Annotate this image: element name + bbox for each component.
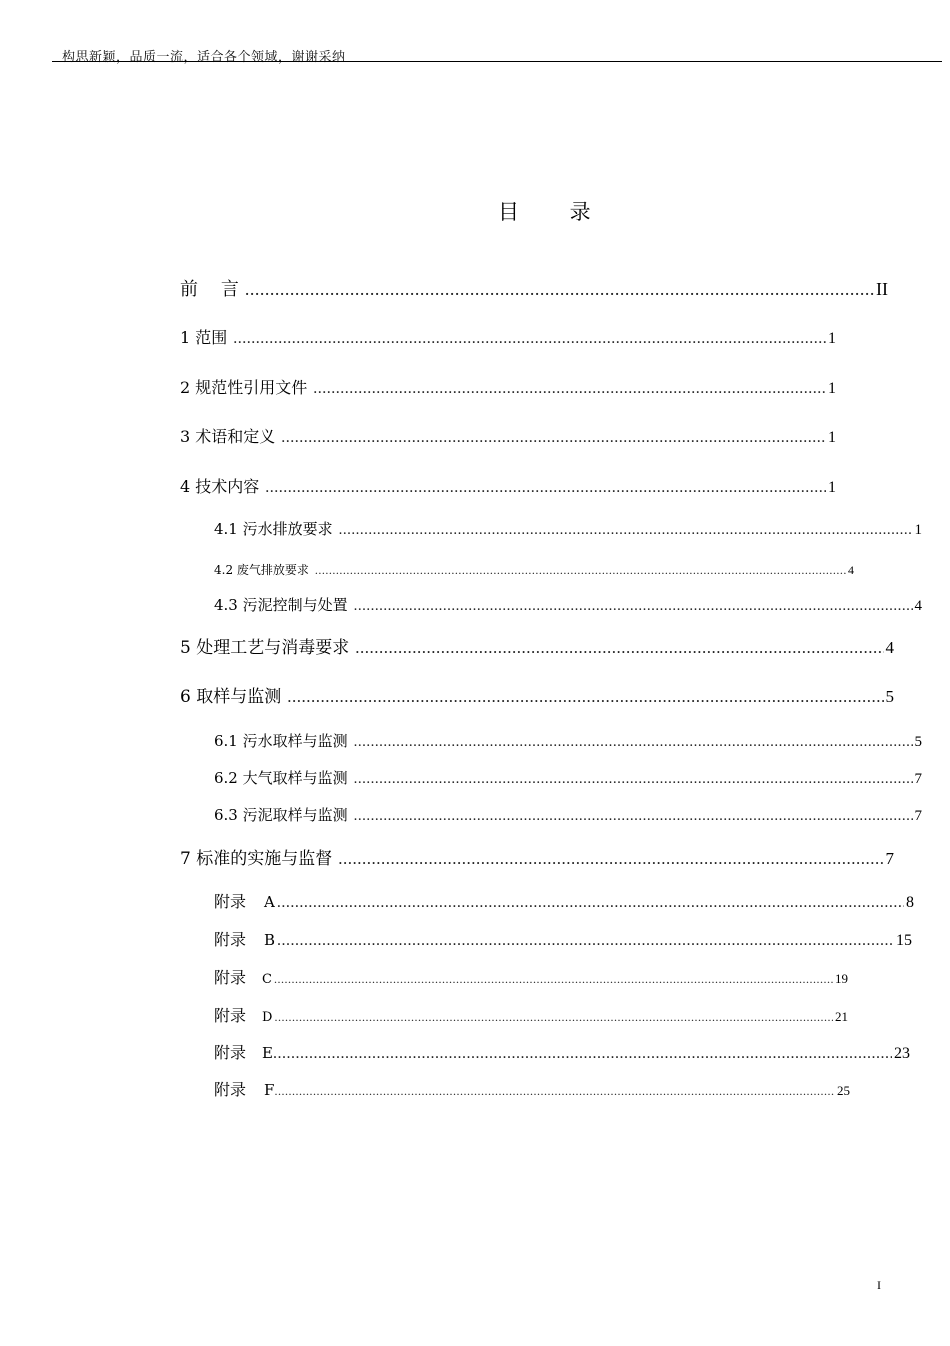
toc-entry-appendix-b[interactable]	[214, 932, 912, 949]
toc-entry-page: 4	[848, 563, 854, 577]
toc-leader-dots	[274, 1011, 833, 1023]
toc-leader-dots	[339, 523, 913, 538]
toc-entry-page: 19	[835, 971, 848, 986]
toc-entry-page: 7	[914, 808, 922, 824]
toc-entry-page: 1	[914, 522, 922, 538]
toc-leader-dots	[233, 331, 826, 347]
toc-entry-label: 4.3 污泥控制与处置	[214, 596, 348, 614]
toc-entry-letter: F	[264, 1081, 275, 1099]
toc-entry-page: 5	[885, 687, 894, 706]
toc-entry-label: 1 范围	[180, 328, 228, 347]
toc-title: 目 录	[498, 200, 613, 224]
toc-entry-page: 7	[885, 849, 894, 868]
toc-leader-dots	[265, 480, 826, 496]
toc-leader-dots	[354, 772, 913, 787]
toc-entry-page: 4	[885, 638, 894, 657]
toc-entry-6-2[interactable]	[214, 771, 922, 787]
toc-leader-dots	[281, 430, 826, 446]
toc-entry-appendix-f[interactable]	[214, 1082, 850, 1098]
toc-entry-label: 4 技术内容	[180, 477, 260, 496]
toc-entry-label: 3 术语和定义	[180, 427, 276, 446]
toc-leader-dots	[354, 809, 913, 824]
toc-entry-1[interactable]	[180, 330, 836, 347]
toc-entry-page: 25	[837, 1083, 850, 1098]
toc-entry-page: 15	[896, 932, 912, 949]
toc-entry-foreword[interactable]	[180, 280, 888, 299]
toc-entry-appendix-e[interactable]	[214, 1045, 910, 1062]
toc-entry-page: 8	[906, 894, 914, 911]
toc-entry-letter: C	[262, 972, 272, 987]
toc-entry-label: 附录	[214, 892, 247, 911]
toc-entry-label: 7 标准的实施与监督	[180, 849, 333, 869]
toc-entry-label: 4.1 污水排放要求	[214, 520, 333, 538]
toc-entry-label: 附录	[214, 930, 247, 949]
toc-entry-label: 附录	[214, 1043, 247, 1062]
toc-entry-page: II	[876, 279, 888, 299]
toc-entry-letter: D	[262, 1010, 273, 1025]
toc-leader-dots	[274, 973, 833, 985]
toc-entry-5[interactable]	[180, 639, 894, 657]
toc-entry-6[interactable]	[180, 688, 894, 706]
toc-entry-4-3[interactable]	[214, 598, 922, 614]
toc-entry-7[interactable]	[180, 850, 894, 868]
page-number: I	[877, 1278, 881, 1292]
toc-leader-dots	[273, 1046, 892, 1062]
toc-entry-page: 21	[835, 1009, 848, 1024]
toc-entry-label: 附录	[214, 1080, 247, 1099]
toc-entry-4[interactable]	[180, 479, 836, 496]
header-slogan: 构思新颖，品质一流，适合各个领域，谢谢采纳	[62, 50, 346, 65]
toc-entry-label: 6 取样与监测	[180, 687, 282, 707]
toc-leader-dots	[277, 933, 894, 949]
toc-entry-label: 4.2 废气排放要求	[214, 563, 309, 577]
toc-entry-label: 5 处理工艺与消毒要求	[180, 638, 350, 658]
toc-leader-dots	[315, 564, 846, 576]
toc-entry-6-3[interactable]	[214, 808, 922, 824]
toc-leader-dots	[287, 688, 883, 705]
toc-leader-dots	[354, 599, 913, 614]
toc-entry-label: 前 言	[180, 279, 239, 300]
toc-entry-label: 附录	[214, 968, 247, 987]
toc-entry-appendix-a[interactable]	[214, 894, 914, 911]
toc-entry-4-1[interactable]	[214, 522, 922, 538]
toc-entry-letter: E	[262, 1044, 273, 1062]
toc-entry-page: 1	[828, 330, 836, 347]
toc-leader-dots	[313, 381, 826, 397]
toc-entry-label: 6.1 污水取样与监测	[214, 732, 348, 750]
toc-entry-page: 7	[914, 771, 922, 787]
toc-leader-dots	[354, 735, 913, 750]
toc-entry-3[interactable]	[180, 429, 836, 446]
toc-entry-2[interactable]	[180, 380, 836, 397]
toc-leader-dots	[355, 639, 883, 656]
toc-leader-dots	[274, 1085, 835, 1097]
toc-entry-letter: A	[264, 893, 275, 911]
toc-entry-page: 4	[914, 598, 922, 614]
toc-entry-appendix-d[interactable]	[214, 1008, 848, 1024]
toc-entry-letter: B	[264, 931, 276, 949]
toc-entry-label: 6.2 大气取样与监测	[214, 769, 348, 787]
toc-entry-6-1[interactable]	[214, 734, 922, 750]
toc-entry-appendix-c[interactable]	[214, 970, 848, 986]
toc-entry-page: 1	[828, 380, 836, 397]
header-divider	[52, 61, 942, 62]
toc-entry-page: 23	[894, 1045, 910, 1062]
toc-entry-label: 2 规范性引用文件	[180, 378, 308, 397]
toc-entry-4-2[interactable]	[214, 564, 854, 576]
toc-entry-label: 6.3 污泥取样与监测	[214, 806, 348, 824]
toc-leader-dots	[338, 850, 883, 867]
toc-leader-dots	[245, 280, 874, 298]
toc-entry-page: 1	[828, 479, 836, 496]
toc-leader-dots	[277, 895, 904, 911]
toc-entry-page: 5	[914, 734, 922, 750]
toc-entry-label: 附录	[214, 1006, 247, 1025]
toc-entry-page: 1	[828, 429, 836, 446]
